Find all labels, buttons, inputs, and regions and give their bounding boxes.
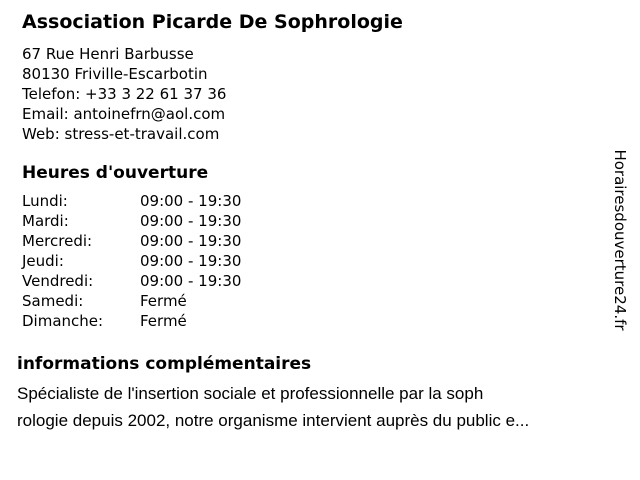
day-hours: Fermé <box>140 292 187 310</box>
address-city: 80130 Friville-Escarbotin <box>22 65 208 83</box>
hours-row-saturday <box>22 291 241 311</box>
day-hours: 09:00 - 19:30 <box>140 212 242 230</box>
hours-row-sunday <box>22 311 241 331</box>
day-label: Samedi: <box>22 292 84 310</box>
hours-heading: Heures d'ouverture <box>22 163 209 183</box>
hours-row-thursday <box>22 251 241 271</box>
watermark-site-name: Horairesdouverture24.fr <box>611 149 629 331</box>
hours-row-monday <box>22 191 241 211</box>
day-hours: 09:00 - 19:30 <box>140 252 242 270</box>
hours-row-friday <box>22 271 241 291</box>
day-label: Jeudi: <box>22 252 64 270</box>
day-hours: 09:00 - 19:30 <box>140 232 242 250</box>
day-label: Dimanche: <box>22 312 104 330</box>
day-hours: 09:00 - 19:30 <box>140 272 242 290</box>
day-label: Mardi: <box>22 212 69 230</box>
additional-info-text <box>17 380 529 434</box>
page-title: Association Picarde De Sophrologie <box>22 11 403 33</box>
hours-row-wednesday <box>22 231 241 251</box>
website-line: Web: stress-et-travail.com <box>22 125 220 143</box>
day-label: Vendredi: <box>22 272 94 290</box>
hours-table <box>22 191 241 331</box>
address-street: 67 Rue Henri Barbusse <box>22 45 194 63</box>
day-label: Mercredi: <box>22 232 93 250</box>
info-text-line: rologie depuis 2002, notre organisme intervient auprès du public e... <box>17 411 530 430</box>
day-hours: Fermé <box>140 312 187 330</box>
info-text-line: Spécialiste de l'insertion sociale et professionnelle par la soph <box>17 384 484 403</box>
hours-row-tuesday <box>22 211 241 231</box>
contact-block <box>22 44 226 144</box>
day-label: Lundi: <box>22 192 68 210</box>
day-hours: 09:00 - 19:30 <box>140 192 242 210</box>
phone-line: Telefon: +33 3 22 61 37 36 <box>22 85 227 103</box>
email-line: Email: antoinefrn@aol.com <box>22 105 226 123</box>
additional-info-heading: informations complémentaires <box>17 354 312 374</box>
